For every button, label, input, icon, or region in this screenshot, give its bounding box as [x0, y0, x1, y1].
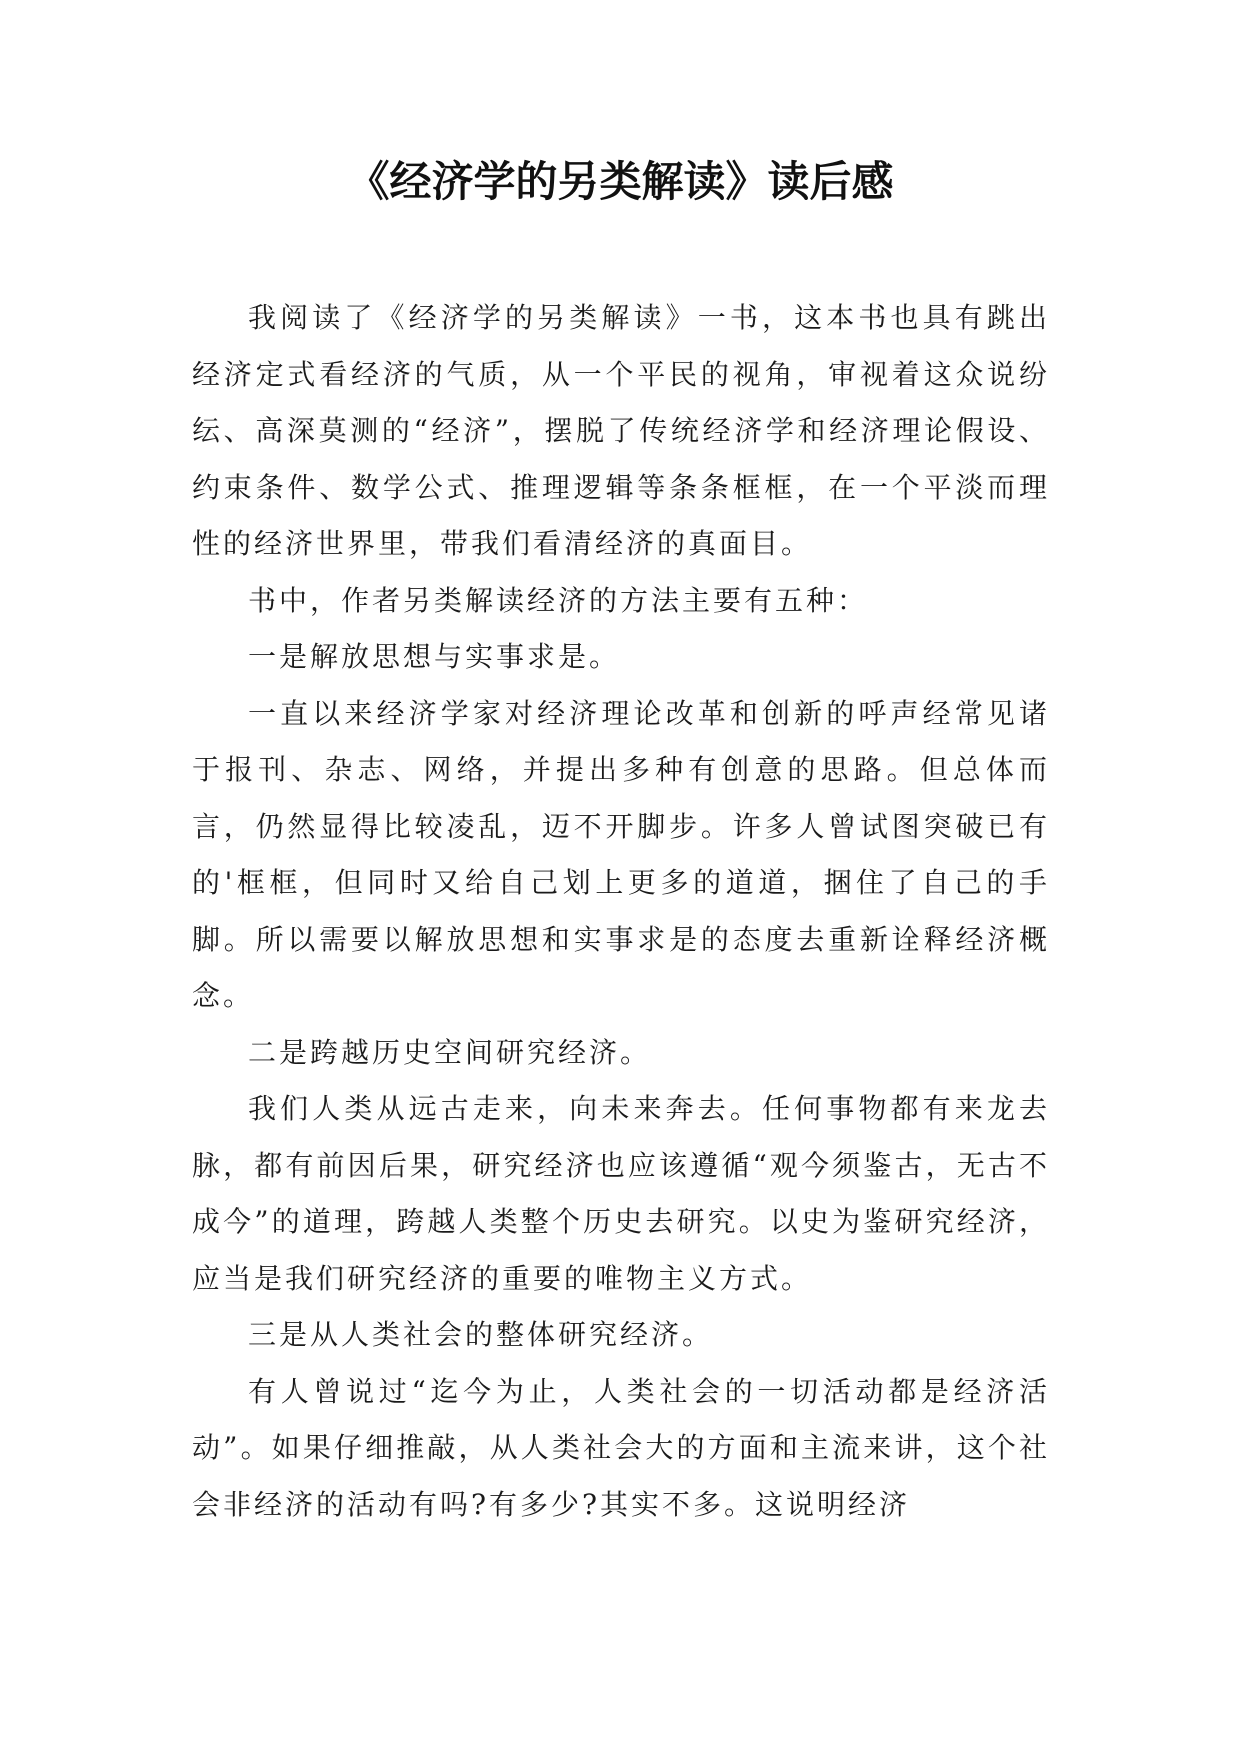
- paragraph-method-3-heading: 三是从人类社会的整体研究经济。: [248, 1318, 714, 1351]
- document-title: 《经济学的另类解读》读后感: [347, 157, 894, 206]
- paragraph-method-2-heading: 二是跨越历史空间研究经济。: [248, 1035, 652, 1069]
- paragraph-method-3-body: 有人曾说过“迄今为止，人类社会的一切活动都是经济活动”。如果仔细推敲，从人类社会大的方面和主流来讲，这个社会非经济的活动有吗?有多少?其实不多。这说明经济: [192, 1374, 1050, 1521]
- paragraph-method-2-body: 我们人类从远古走来，向未来奔去。任何事物都有来龙去脉，都有前因后果，研究经济也应该遵循“观今须鉴古，无古不成今”的道理，跨越人类整个历史去研究。以史为鉴研究经济，应当是我们研究经济的重要的唯物主义方式。: [192, 1092, 1050, 1295]
- paragraph-intro: 我阅读了《经济学的另类解读》一书，这本书也具有跳出经济定式看经济的气质，从一个平民的视角，审视着这众说纷纭、高深莫测的“经济”，摆脱了传统经济学和经济理论假设、约束条件、数学公式、推理逻辑等条条框框，在一个平淡而理性的经济世界里，带我们看清经济的真面目。: [192, 301, 1050, 560]
- paragraph-method-1-heading: 一是解放思想与实事求是。: [248, 640, 621, 673]
- paragraph-method-1-body: 一直以来经济学家对经济理论改革和创新的呼声经常见诸于报刊、杂志、网络，并提出多种有创意的思路。但总体而言，仍然显得比较凌乱，迈不开脚步。许多人曾试图突破已有的'框框，但同时又给自己划上更多的道道，捆住了自己的手脚。所以需要以解放思想和实事求是的态度去重新诠释经济概念。: [192, 696, 1050, 1012]
- paragraph-methods-intro: 书中，作者另类解读经济的方法主要有五种：: [248, 583, 869, 617]
- document-body: [192, 290, 1050, 1533]
